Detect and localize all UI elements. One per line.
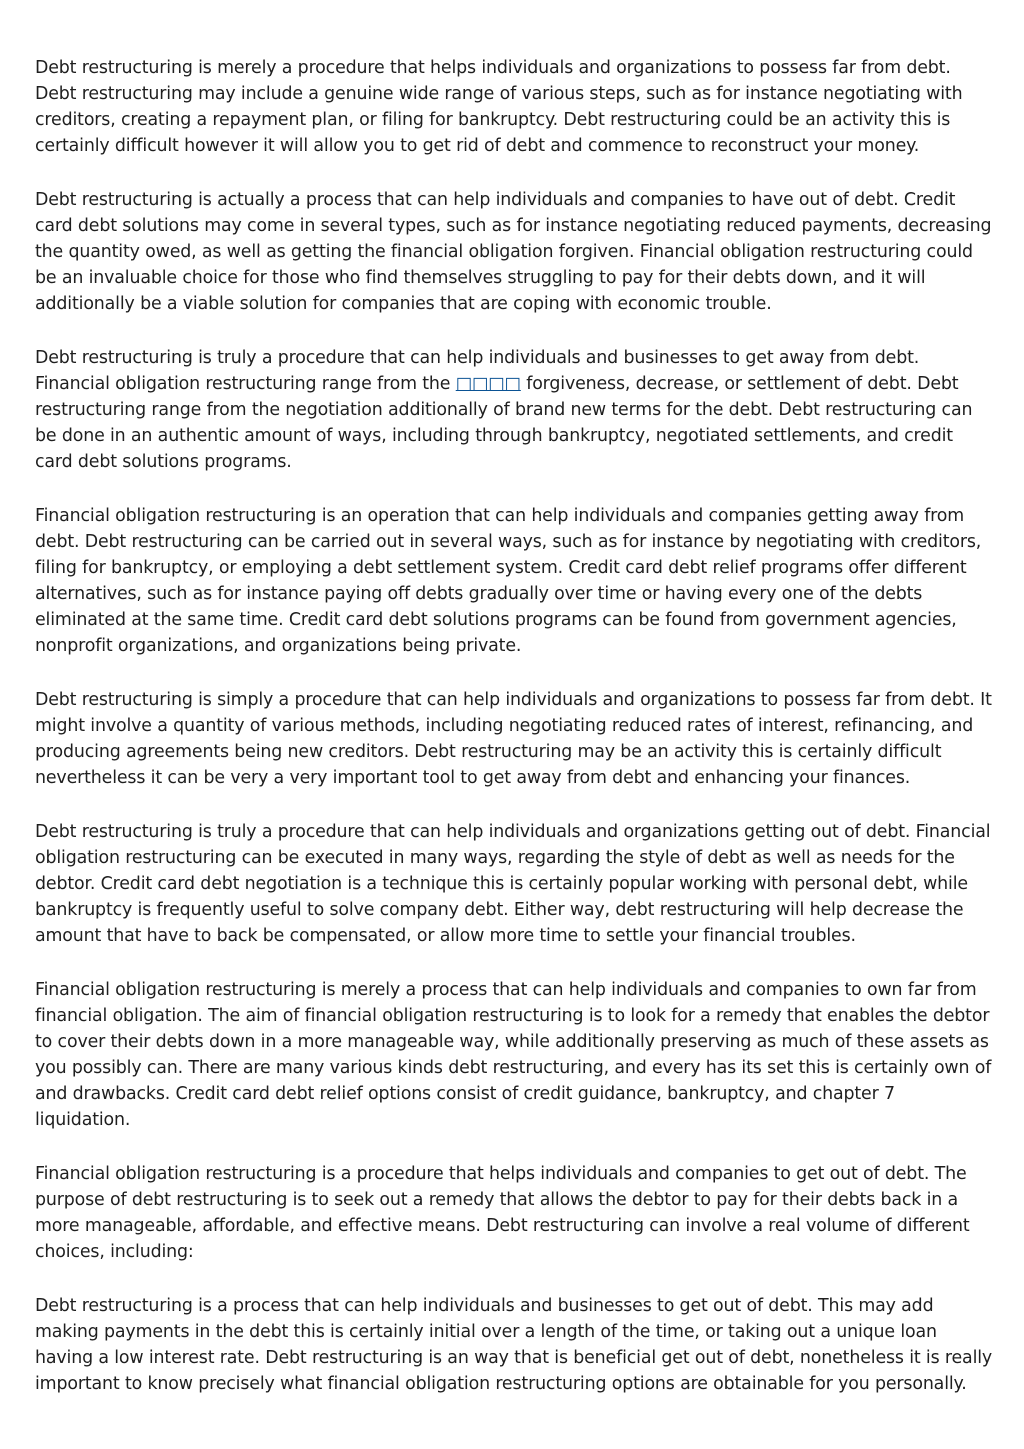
paragraph-1: Debt restructuring is merely a procedure that helps individuals and organizations to possess far from debt. Debt restructuring may include a genuine wide range of various steps, such as for instance negotiating with creditors, creating a repayment plan, or filing for bankruptcy. Debt restructuring could be an activity this is certainly difficult however it will allow you to get rid of debt and commence to reconstruct your money. [35,58,963,156]
paragraph-2: Debt restructuring is actually a process that can help individuals and companies to have out of debt. Credit card debt solutions may come in several types, such as for instance negotiating reduced payments, decreasing the quantity owed, as well as getting the financial obligation forgiven. Financial obligation restructuring could be an invaluable choice for those who find themselves struggling to pay for their debts down, and it will additionally be a viable solution for companies that are coping with economic trouble. [35,190,992,314]
paragraph-3-before-link: Debt restructuring is truly a procedure that can help individuals and businesses to get away from debt. Financial obligation restructuring range from the [35,348,920,395]
article-body [35,56,995,1426]
paragraph-4: Financial obligation restructuring is an operation that can help individuals and companies getting away from debt. Debt restructuring can be carried out in several ways, such as for instance by negotiating with creditors, filing for bankruptcy, or employing a debt settlement system. Credit card debt relief programs offer different alternatives, such as for instance paying off debts gradually over time or having every one of the debts eliminated at the same time. Credit card debt solutions programs can be found from government agencies, nonprofit organizations, and organizations being private. [35,506,982,656]
paragraph-6: Debt restructuring is truly a procedure that can help individuals and organizations getting out of debt. Financial obligation restructuring can be executed in many ways, regarding the style of debt as well as needs for the debtor. Credit card debt negotiation is a technique this is certainly popular working with personal debt, while bankruptcy is frequently useful to solve company debt. Either way, debt restructuring will help decrease the amount that have to back be compensated, or allow more time to settle your financial troubles. [35,822,991,946]
paragraph-9: Debt restructuring is a process that can help individuals and businesses to get out of debt. This may add making payments in the debt this is certainly initial over a length of the time, or taking out a unique loan having a low interest rate. Debt restructuring is an way that is beneficial get out of debt, nonetheless it is really important to know precisely what financial obligation restructuring options are obtainable for you personally. [35,1296,993,1395]
paragraph-3 [35,346,995,476]
inline-link[interactable]: □□□□ [455,374,521,395]
paragraph-8: Financial obligation restructuring is a procedure that helps individuals and companies to get out of debt. The purpose of debt restructuring is to seek out a remedy that allows the debtor to pay for their debts back in a more manageable, affordable, and effective means. Debt restructuring can involve a real volume of different choices, including: [35,1164,970,1262]
paragraph-5: Debt restructuring is simply a procedure that can help individuals and organizations to possess far from debt. It might involve a quantity of various methods, including negotiating reduced rates of interest, refinancing, and producing agreements being new creditors. Debt restructuring may be an activity this is certainly difficult nevertheless it can be very a very important tool to get away from debt and enhancing your finances. [35,690,992,788]
paragraph-3-after-link: forgiveness, decrease, or settlement of debt. Debt restructuring range from the negotiation additionally of brand new terms for the debt. Debt restructuring can be done in an authentic amount of ways, including through bankruptcy, negotiated settlements, and credit card debt solutions programs. [35,374,973,472]
paragraph-7: Financial obligation restructuring is merely a process that can help individuals and companies to own far from financial obligation. The aim of financial obligation restructuring is to look for a remedy that enables the debtor to cover their debts down in a more manageable way, while additionally preserving as much of these assets as you possibly can. There are many various kinds debt restructuring, and every has its set this is certainly own of and drawbacks. Credit card debt relief options consist of credit guidance, bankruptcy, and chapter 7 liquidation. [35,980,992,1130]
